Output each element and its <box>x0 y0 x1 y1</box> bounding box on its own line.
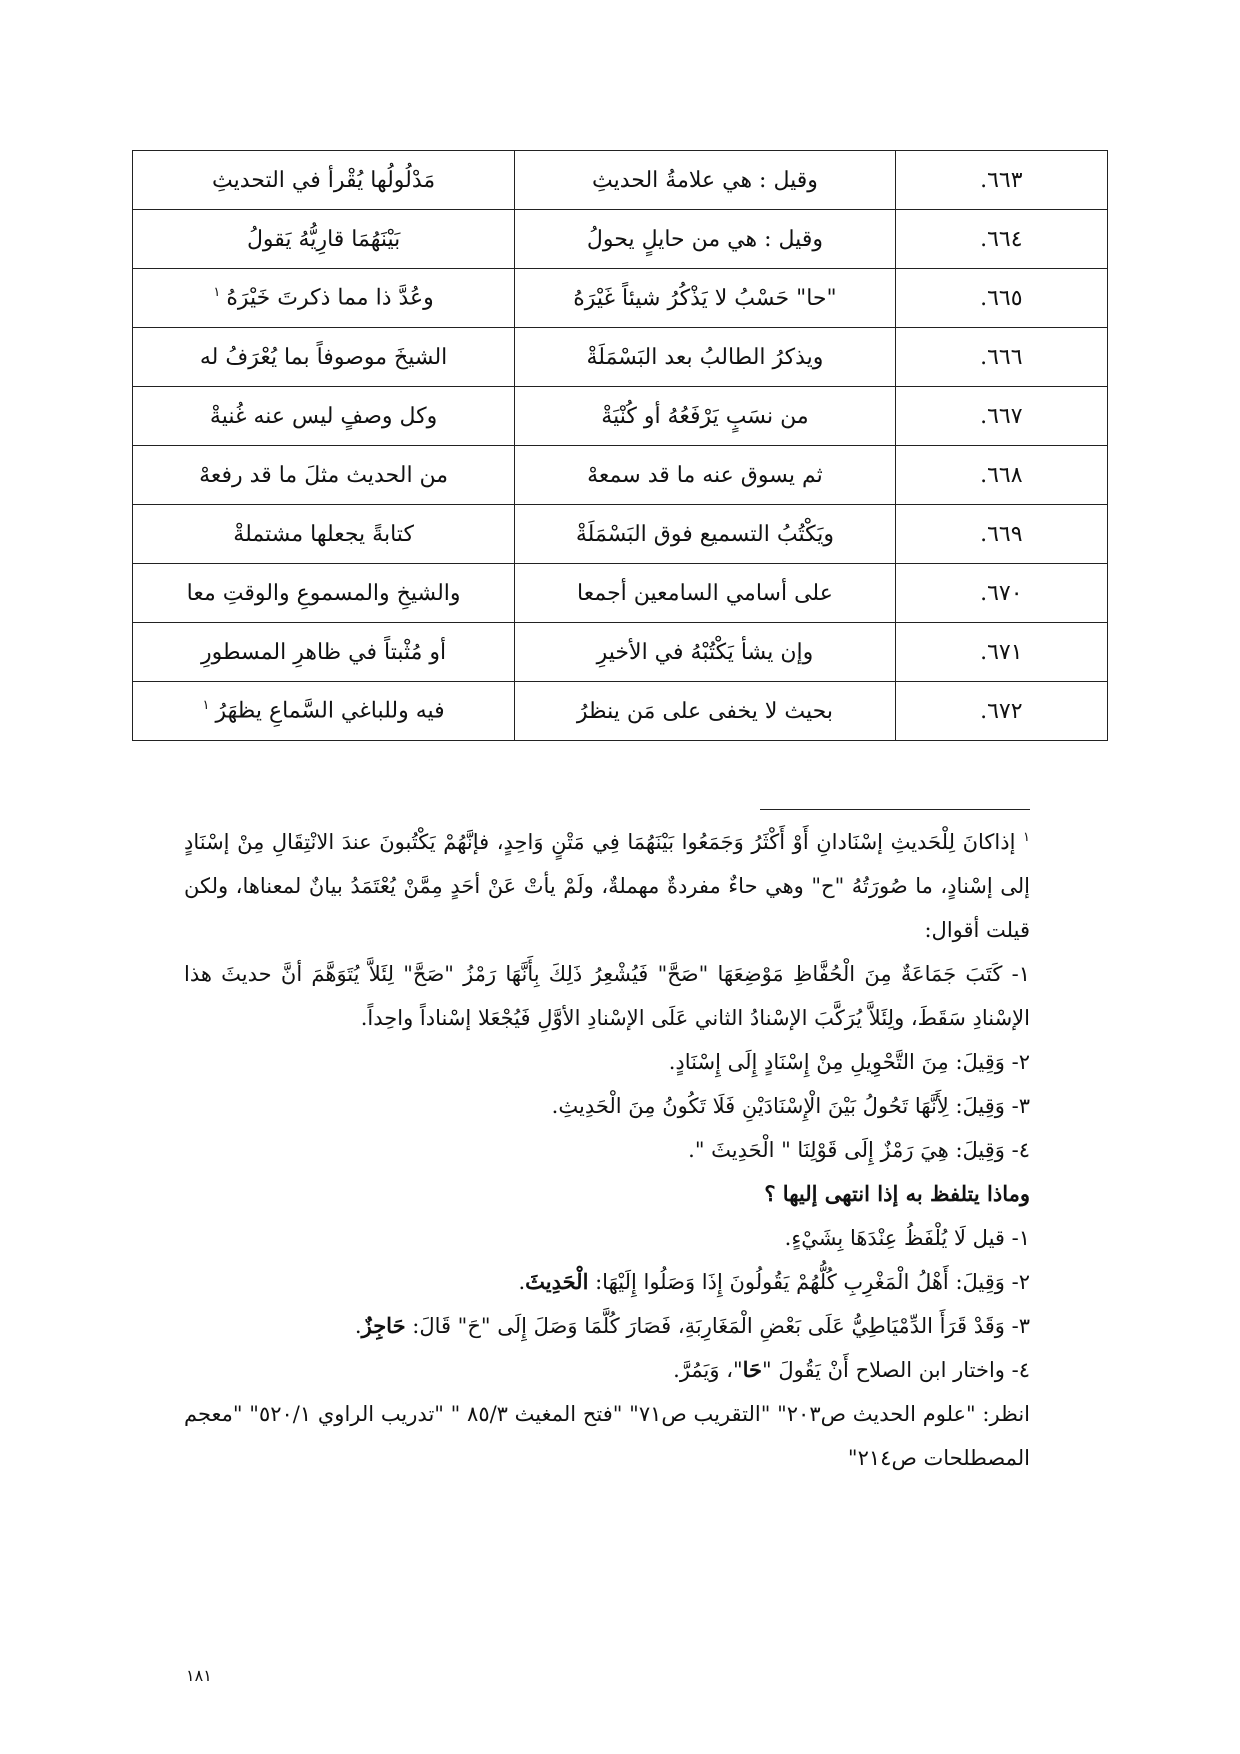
verse-number <box>895 269 1107 328</box>
footnote-opinion: ٣- وَقِيلَ: لِأَنَّهَا تَحُولُ بَيْنَ الْإِسْنَادَيْنِ فَلَا تَكُونُ مِنَ الْحَدِيثِ. <box>551 1094 1030 1118</box>
verse-number <box>895 446 1107 505</box>
verse-first-hemistich <box>515 564 895 623</box>
footnote-intro <box>184 820 1030 952</box>
verse-number <box>895 387 1107 446</box>
verse-number-text: ٦٧١. <box>980 639 1023 665</box>
verse-table <box>132 150 1108 741</box>
verse-number-text: ٦٦٥. <box>980 285 1023 311</box>
answer-suffix: "، وَيَمُرَّ. <box>673 1358 743 1382</box>
footnote-marker: ١ <box>1023 830 1030 845</box>
answer-text: ٢- وَقِيلَ: أَهْلُ الْمَغْرِبِ كُلُّهُمْ يَقُولُونَ إِذَا وَصَلُوا إِلَيْهَا: <box>588 1270 1030 1294</box>
verse-first-hemistich-text: وقيل : هي علامةُ الحديثِ <box>592 167 818 193</box>
verse-first-hemistich-text: ويذكرُ الطالبُ بعد البَسْمَلَةْ <box>586 344 824 370</box>
footnote-intro-text: إذاكانَ لِلْحَديثِ إسْنَادانِ أَوْ أَكْثَرُ وَجَمَعُوا بَيْنَهُمَا فِي مَتْنٍ وَاحِدٍ، فإنَّهُمْ يَكْتُبونَ عندَ الانْتِقَالِ مِنْ إسْنَادٍ إلى إسْنادٍ، ما صُورَتُهُ "ح" وهي حاءٌ مفردةٌ مهملةٌ، ولَمْ يأتْ عَنْ أحَدٍ مِمَّنْ يُعْتَمَدُ بيانٌ لمعناها، ولكن قيلت أقوال: <box>184 830 1030 942</box>
verse-number <box>895 682 1107 741</box>
footnote-answer <box>184 1216 1030 1260</box>
footnote-reference-marker: ١ <box>213 285 221 301</box>
verse-first-hemistich-text: ويَكْتُبُ التسميع فوق البَسْمَلَةْ <box>575 521 834 547</box>
answer-bold-term: حَاجِزٌ <box>361 1313 406 1338</box>
verse-row <box>133 505 1108 564</box>
verse-first-hemistich <box>515 682 895 741</box>
verse-second-hemistich <box>133 682 515 741</box>
verse-second-hemistich <box>133 210 515 269</box>
verse-second-hemistich <box>133 151 515 210</box>
verse-first-hemistich <box>515 151 895 210</box>
verse-number <box>895 505 1107 564</box>
verse-second-hemistich-text: وعُدَّ ذا مما ذكرتَ خَيْرَهُ <box>226 285 434 311</box>
verse-second-hemistich-text: مَدْلُولُها يُقْرأ في التحديثِ <box>211 167 436 193</box>
verse-row <box>133 151 1108 210</box>
footnote-separator <box>760 809 1030 810</box>
verse-second-hemistich <box>133 328 515 387</box>
verse-first-hemistich <box>515 505 895 564</box>
verse-number-text: ٦٧٢. <box>980 698 1023 724</box>
verse-first-hemistich-text: بحيث لا يخفى على مَن ينظرُ <box>576 698 833 724</box>
verse-second-hemistich-text: كتابةً يجعلها مشتملةْ <box>233 521 414 547</box>
verse-row <box>133 446 1108 505</box>
verse-first-hemistich <box>515 446 895 505</box>
verse-first-hemistich <box>515 623 895 682</box>
answer-text: ٤- واختار ابن الصلاح أَنْ يَقُولَ " <box>762 1358 1030 1382</box>
verse-row <box>133 682 1108 741</box>
verse-first-hemistich-text: ثم يسوق عنه ما قد سمعهْ <box>587 462 823 488</box>
verse-second-hemistich-text: بَيْنَهُمَا قارِيُّهُ يَقولُ <box>246 226 401 252</box>
verse-row <box>133 387 1108 446</box>
verse-second-hemistich-text: أو مُثْبتاً في ظاهرِ المسطورِ <box>201 639 447 665</box>
verse-second-hemistich-text: من الحديث مثلَ ما قد رفعهْ <box>199 462 449 488</box>
answer-suffix: . <box>354 1314 362 1338</box>
footnote-opinion: ١- كَتَبَ جَمَاعَةٌ مِنَ الْحُفَّاظِ مَوْضِعَهَا "صَحَّ" فَيُشْعِرُ ذَلِكَ بِأَنَّهَا رَمْزُ "صَحَّ" لِئَلاَّ يُتَوَهَّمَ أنَّ حديثَ هذا الإسْنادِ سَقَطَ، ولِئَلاَّ يُرَكَّبَ الإسْنادُ الثاني عَلَى الإسْنادِ الأوَّلِ فَيُجْعَلا إسْناداً واحِداً. <box>184 962 1030 1030</box>
footnote-answer <box>184 1260 1030 1304</box>
verse-number <box>895 623 1107 682</box>
answer-bold-term: حَا <box>742 1357 763 1382</box>
verse-number-text: ٦٦٧. <box>980 403 1023 429</box>
verse-second-hemistich <box>133 446 515 505</box>
verse-second-hemistich-text: وكل وصفٍ ليس عنه غُنيةْ <box>209 403 438 429</box>
verse-second-hemistich <box>133 269 515 328</box>
verse-number-text: ٦٦٦. <box>980 344 1023 370</box>
verse-first-hemistich-text: على أسامي السامعين أجمعا <box>577 580 833 606</box>
verse-number <box>895 564 1107 623</box>
verse-row <box>133 328 1108 387</box>
verse-first-hemistich <box>515 328 895 387</box>
footnote-question: وماذا يتلفظ به إذا انتهى إليها ؟ <box>764 1181 1030 1206</box>
verse-first-hemistich <box>515 387 895 446</box>
verse-first-hemistich <box>515 210 895 269</box>
footnote-answer <box>184 1348 1030 1392</box>
verse-row <box>133 623 1108 682</box>
verse-second-hemistich <box>133 387 515 446</box>
answer-text: ٣- وَقَدْ قَرَأَ الدِّمْيَاطِيُّ عَلَى بَعْضِ الْمَغَارِبَةِ، فَصَارَ كُلَّمَا وَصَلَ إِلَى "حَ" قَالَ: <box>405 1314 1030 1338</box>
verse-second-hemistich-text: والشيخِ والمسموعِ والوقتِ معا <box>186 580 461 606</box>
verse-number-text: ٦٦٩. <box>980 521 1023 547</box>
verse-row <box>133 210 1108 269</box>
footnote-references: انظر: "علوم الحديث ص٢٠٣" "التقريب ص٧١" "فتح المغيث ٨٥/٣ " "تدريب الراوي ٥٢٠/١" "معجم المصطلحات ص٢١٤" <box>184 1402 1030 1470</box>
verse-second-hemistich-text: فيه وللباغي السَّماعِ يظهَرُ <box>215 698 445 724</box>
verse-second-hemistich-text: الشيخَ موصوفاً بما يُعْرَفُ له <box>199 344 448 370</box>
verse-first-hemistich-text: وقيل : هي من حايلٍ يحولُ <box>586 226 823 252</box>
verse-second-hemistich <box>133 564 515 623</box>
footnote <box>184 820 1030 1480</box>
verse-second-hemistich <box>133 505 515 564</box>
verse-first-hemistich-text: "حا" حَسْبُ لا يَذْكُرُ شيئاً غَيْرَهُ <box>573 285 837 311</box>
verse-second-hemistich <box>133 623 515 682</box>
verse-number-text: ٦٧٠. <box>980 580 1023 606</box>
verse-table-body <box>133 151 1108 741</box>
verse-number-text: ٦٦٨. <box>980 462 1023 488</box>
verse-number-text: ٦٦٣. <box>980 167 1023 193</box>
verse-row <box>133 564 1108 623</box>
footnote-opinion: ٤- وَقِيلَ: هِيَ رَمْزٌ إِلَى قَوْلِنَا " الْحَدِيثَ ". <box>688 1138 1030 1162</box>
verse-number <box>895 151 1107 210</box>
verse-first-hemistich-text: من نسَبٍ يَرْفَعُهُ أو كُنْيَةْ <box>601 403 809 429</box>
answer-text: ١- قيل لَا يُلْفَظُ عِنْدَهَا بِشَيْءٍ. <box>784 1226 1030 1250</box>
verse-first-hemistich-text: وإن يشأ يَكْتُبْهُ في الأخيرِ <box>596 639 814 665</box>
verse-number <box>895 210 1107 269</box>
footnote-reference-marker: ١ <box>202 698 210 714</box>
answer-suffix: . <box>518 1270 526 1294</box>
verse-row <box>133 269 1108 328</box>
verse-first-hemistich <box>515 269 895 328</box>
answer-bold-term: الْحَدِيثَ <box>525 1269 589 1294</box>
verse-number-text: ٦٦٤. <box>980 226 1023 252</box>
footnote-opinion: ٢- وَقِيلَ: مِنَ التَّحْوِيلِ مِنْ إِسْنَادٍ إِلَى إِسْنَادٍ. <box>668 1050 1030 1074</box>
verse-number <box>895 328 1107 387</box>
page-number: ١٨١ <box>186 1666 212 1685</box>
footnote-answer <box>184 1304 1030 1348</box>
